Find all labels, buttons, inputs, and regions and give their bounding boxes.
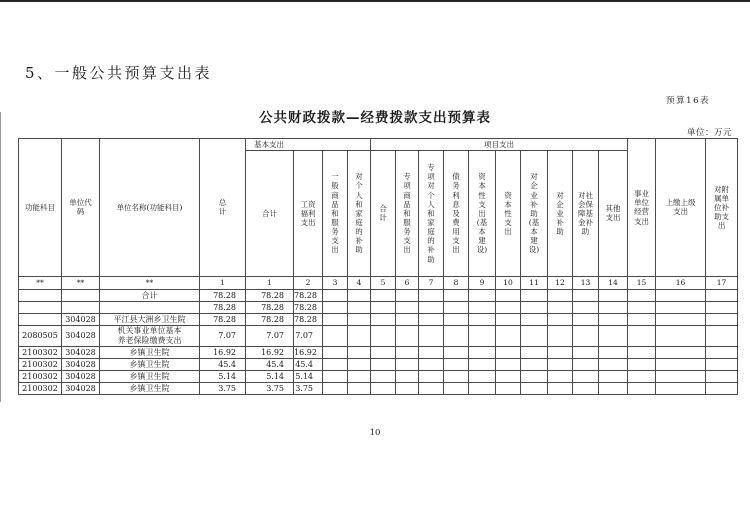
table-cell: 乡镇卫生院 bbox=[100, 371, 200, 383]
table-cell: 5.14 bbox=[246, 371, 294, 383]
table-cell: ** bbox=[19, 277, 62, 290]
table-cell bbox=[628, 326, 656, 347]
table-cell bbox=[599, 314, 628, 326]
table-cell bbox=[706, 359, 738, 371]
table-cell bbox=[656, 314, 706, 326]
col-header-label: 合计 bbox=[379, 204, 387, 223]
unit-note: 单位：万元 bbox=[686, 128, 732, 138]
table-cell bbox=[19, 314, 62, 326]
table-number-note: 预算16表 bbox=[666, 96, 710, 106]
table-cell bbox=[706, 290, 738, 302]
table-cell bbox=[548, 314, 573, 326]
table-cell: 78.28 bbox=[246, 314, 294, 326]
table-cell: 78.28 bbox=[246, 302, 294, 314]
table-cell bbox=[521, 383, 548, 395]
table-cell bbox=[419, 383, 444, 395]
col-header-label: 对社会保障基金补助 bbox=[578, 190, 593, 237]
table-cell bbox=[371, 314, 396, 326]
table-cell bbox=[323, 371, 348, 383]
table-cell bbox=[573, 359, 599, 371]
table-cell bbox=[599, 290, 628, 302]
table-cell: 5.14 bbox=[200, 371, 246, 383]
table-cell: 乡镇卫生院 bbox=[100, 347, 200, 359]
table-cell bbox=[444, 314, 469, 326]
table-cell bbox=[706, 314, 738, 326]
table-cell bbox=[419, 290, 444, 302]
col-header-general-goods-services bbox=[323, 151, 348, 277]
table-cell bbox=[599, 383, 628, 395]
col-header-project-subtotal bbox=[371, 151, 396, 277]
table-cell bbox=[323, 326, 348, 347]
table-cell bbox=[628, 371, 656, 383]
col-header-enterprise-subsidy-basic-construction bbox=[521, 151, 548, 277]
table-cell bbox=[100, 302, 200, 314]
table-row bbox=[19, 302, 738, 314]
table-cell bbox=[573, 302, 599, 314]
col-header-label: 专项对个人和家庭的补助 bbox=[427, 163, 435, 264]
table-cell bbox=[348, 371, 371, 383]
table-cell: 78.28 bbox=[294, 290, 323, 302]
col-header-label: 单位代码 bbox=[69, 198, 92, 217]
table-cell bbox=[496, 326, 521, 347]
col-header-special-individual-family bbox=[419, 151, 444, 277]
table-cell bbox=[496, 347, 521, 359]
table-cell bbox=[548, 383, 573, 395]
table-cell bbox=[521, 326, 548, 347]
table-cell bbox=[419, 347, 444, 359]
table-row bbox=[19, 359, 738, 371]
table-row bbox=[19, 383, 738, 395]
table-cell: 5 bbox=[371, 277, 396, 290]
group-header-basic-expenditure: 基本支出 bbox=[246, 139, 371, 151]
col-header-func-subject: 功能科目 bbox=[19, 139, 62, 277]
col-header-label: 总计 bbox=[218, 198, 227, 217]
table-cell: 45.4 bbox=[200, 359, 246, 371]
table-cell bbox=[469, 383, 496, 395]
table-cell bbox=[396, 326, 419, 347]
table-cell: 8 bbox=[444, 277, 469, 290]
table-cell: 17 bbox=[706, 277, 738, 290]
table-cell: 304028 bbox=[62, 347, 100, 359]
table-cell: 45.4 bbox=[294, 359, 323, 371]
budget-table bbox=[18, 138, 738, 395]
table-cell: 1 bbox=[246, 277, 294, 290]
col-header-label: 对企业补助(基本建设) bbox=[528, 172, 540, 255]
table-cell: 7.07 bbox=[246, 326, 294, 347]
table-cell: 乡镇卫生院 bbox=[100, 359, 200, 371]
table-row bbox=[19, 347, 738, 359]
table-cell bbox=[323, 290, 348, 302]
table-cell bbox=[656, 383, 706, 395]
table-cell bbox=[628, 302, 656, 314]
col-header-label: 工资福利支出 bbox=[300, 199, 316, 227]
table-cell bbox=[599, 326, 628, 347]
table-cell bbox=[706, 383, 738, 395]
table-cell: 3 bbox=[323, 277, 348, 290]
table-cell bbox=[469, 371, 496, 383]
table-cell bbox=[371, 371, 396, 383]
table-cell bbox=[706, 326, 738, 347]
col-header-salary-welfare bbox=[294, 151, 323, 277]
col-header-capital bbox=[496, 151, 521, 277]
table-cell bbox=[656, 302, 706, 314]
table-cell bbox=[573, 326, 599, 347]
table-cell: 2100302 bbox=[19, 359, 62, 371]
table-cell bbox=[706, 302, 738, 314]
table-cell bbox=[656, 359, 706, 371]
table-cell bbox=[396, 359, 419, 371]
table-cell bbox=[19, 302, 62, 314]
scan-edge-top bbox=[0, 0, 750, 2]
column-number-row bbox=[19, 277, 738, 290]
table-cell bbox=[469, 302, 496, 314]
table-cell bbox=[469, 314, 496, 326]
table-cell bbox=[496, 383, 521, 395]
table-cell: 16.92 bbox=[246, 347, 294, 359]
table-cell bbox=[348, 290, 371, 302]
table-cell bbox=[419, 314, 444, 326]
table-cell bbox=[656, 290, 706, 302]
table-cell bbox=[444, 359, 469, 371]
table-cell bbox=[628, 359, 656, 371]
table-cell bbox=[706, 371, 738, 383]
col-header-special-goods-services bbox=[396, 151, 419, 277]
col-header-label: 对附属单位补助支出 bbox=[714, 184, 730, 231]
table-cell bbox=[521, 314, 548, 326]
table-cell: 5.14 bbox=[294, 371, 323, 383]
table-cell: 16 bbox=[656, 277, 706, 290]
table-cell bbox=[396, 290, 419, 302]
table-cell: 3.75 bbox=[246, 383, 294, 395]
table-cell bbox=[348, 326, 371, 347]
table-cell: 2080505 bbox=[19, 326, 62, 347]
table-cell bbox=[548, 371, 573, 383]
table-cell bbox=[371, 359, 396, 371]
table-cell bbox=[348, 383, 371, 395]
table-cell bbox=[62, 302, 100, 314]
table-cell bbox=[628, 383, 656, 395]
table-cell bbox=[323, 302, 348, 314]
table-cell bbox=[396, 383, 419, 395]
table-cell bbox=[599, 359, 628, 371]
page-number: 10 bbox=[369, 428, 381, 438]
table-cell bbox=[444, 302, 469, 314]
table-cell: 15 bbox=[628, 277, 656, 290]
table-cell bbox=[548, 302, 573, 314]
table-cell: 304028 bbox=[62, 383, 100, 395]
header-group-row bbox=[19, 139, 738, 151]
table-cell bbox=[521, 290, 548, 302]
table-cell: 13 bbox=[573, 277, 599, 290]
col-header-label: 债务利息及费用支出 bbox=[452, 172, 460, 255]
table-cell: 6 bbox=[396, 277, 419, 290]
table-cell: 16.92 bbox=[294, 347, 323, 359]
table-cell: 78.28 bbox=[200, 302, 246, 314]
table-cell: 304028 bbox=[62, 371, 100, 383]
table-cell bbox=[573, 347, 599, 359]
table-cell bbox=[323, 359, 348, 371]
table-cell bbox=[521, 359, 548, 371]
table-cell bbox=[496, 290, 521, 302]
col-header-label: 事业单位经营支出 bbox=[634, 189, 650, 226]
table-cell bbox=[371, 302, 396, 314]
section-heading: 5、一般公共预算支出表 bbox=[25, 64, 213, 82]
col-header-capital-basic-construction bbox=[469, 151, 496, 277]
table-cell: 304028 bbox=[62, 326, 100, 347]
table-cell: 78.28 bbox=[294, 302, 323, 314]
table-cell bbox=[371, 347, 396, 359]
table-cell bbox=[323, 314, 348, 326]
table-cell bbox=[419, 326, 444, 347]
group-header-project-expenditure: 项目支出 bbox=[371, 139, 628, 151]
col-header-grand-total bbox=[200, 139, 246, 277]
table-cell: 乡镇卫生院 bbox=[100, 383, 200, 395]
table-cell: 3.75 bbox=[200, 383, 246, 395]
table-cell: 3.75 bbox=[294, 383, 323, 395]
table-cell bbox=[62, 290, 100, 302]
col-header-label: 资本性支出(基本建设) bbox=[476, 172, 488, 255]
table-cell bbox=[628, 314, 656, 326]
col-header-debt-interest-fees bbox=[444, 151, 469, 277]
table-cell bbox=[573, 383, 599, 395]
col-header-label: 一般商品和服务支出 bbox=[331, 172, 339, 255]
table-cell: 7 bbox=[419, 277, 444, 290]
col-header-social-security-fund-subsidy bbox=[573, 151, 599, 277]
table-cell: 45.4 bbox=[246, 359, 294, 371]
table-cell: 机关事业单位基本养老保险缴费支出 bbox=[100, 326, 200, 347]
table-cell bbox=[573, 290, 599, 302]
table-cell bbox=[496, 302, 521, 314]
table-cell bbox=[396, 371, 419, 383]
table-cell: 1 bbox=[200, 277, 246, 290]
table-cell bbox=[521, 302, 548, 314]
col-header-label: 上缴上级支出 bbox=[665, 198, 696, 217]
table-cell bbox=[444, 290, 469, 302]
table-cell bbox=[599, 371, 628, 383]
table-cell: 78.28 bbox=[200, 314, 246, 326]
table-cell bbox=[656, 326, 706, 347]
col-header-label: 资本性支出 bbox=[504, 190, 512, 237]
table-cell bbox=[521, 371, 548, 383]
table-row bbox=[19, 314, 738, 326]
table-cell bbox=[371, 383, 396, 395]
table-cell: 4 bbox=[348, 277, 371, 290]
table-cell bbox=[396, 347, 419, 359]
table-cell bbox=[656, 347, 706, 359]
table-cell: 2100302 bbox=[19, 383, 62, 395]
table-cell bbox=[628, 290, 656, 302]
table-cell bbox=[521, 347, 548, 359]
table-row-total bbox=[19, 290, 738, 302]
table-cell bbox=[444, 347, 469, 359]
table-cell: 16.92 bbox=[200, 347, 246, 359]
table-cell: 12 bbox=[548, 277, 573, 290]
col-header-unit-code bbox=[62, 139, 100, 277]
table-cell: 11 bbox=[521, 277, 548, 290]
table-cell: 304028 bbox=[62, 359, 100, 371]
table-cell bbox=[444, 326, 469, 347]
table-cell bbox=[444, 383, 469, 395]
table-cell: 78.28 bbox=[294, 314, 323, 326]
table-cell bbox=[469, 326, 496, 347]
table-cell: 合计 bbox=[100, 290, 200, 302]
table-cell bbox=[548, 347, 573, 359]
table-cell bbox=[599, 347, 628, 359]
table-cell bbox=[419, 371, 444, 383]
col-header-label: 其他支出 bbox=[605, 204, 621, 223]
table-cell bbox=[573, 371, 599, 383]
table-cell bbox=[323, 347, 348, 359]
table-row bbox=[19, 326, 738, 347]
table-cell bbox=[348, 302, 371, 314]
table-cell: 9 bbox=[469, 277, 496, 290]
table-cell bbox=[444, 371, 469, 383]
table-cell bbox=[496, 371, 521, 383]
table-cell: 2 bbox=[294, 277, 323, 290]
table-cell: 7.07 bbox=[294, 326, 323, 347]
col-header-affiliated-subsidy bbox=[706, 139, 738, 277]
col-header-other-expenditure bbox=[599, 151, 628, 277]
table-cell bbox=[323, 383, 348, 395]
table-cell bbox=[396, 314, 419, 326]
col-header-enterprise-subsidy bbox=[548, 151, 573, 277]
table-cell bbox=[348, 314, 371, 326]
col-header-unit-name: 单位名称(功能科目) bbox=[100, 139, 200, 277]
table-cell bbox=[548, 290, 573, 302]
col-header-basic-subtotal: 合计 bbox=[246, 151, 294, 277]
table-cell: 14 bbox=[599, 277, 628, 290]
table-cell: 平江县大洲乡卫生院 bbox=[100, 314, 200, 326]
col-header-label: 对企业补助 bbox=[556, 190, 564, 237]
table-cell: 78.28 bbox=[246, 290, 294, 302]
table-cell: 2100302 bbox=[19, 347, 62, 359]
table-cell bbox=[548, 359, 573, 371]
table-cell bbox=[548, 326, 573, 347]
table-cell bbox=[599, 302, 628, 314]
table-cell bbox=[419, 359, 444, 371]
table-cell: ** bbox=[100, 277, 200, 290]
table-cell: 78.28 bbox=[200, 290, 246, 302]
table-cell bbox=[469, 347, 496, 359]
table-row bbox=[19, 371, 738, 383]
table-cell: 10 bbox=[496, 277, 521, 290]
table-title: 公共财政拨款—经费拨款支出预算表 bbox=[259, 110, 491, 126]
table-cell: 304028 bbox=[62, 314, 100, 326]
col-header-remit-superior bbox=[656, 139, 706, 277]
table-cell bbox=[706, 347, 738, 359]
table-cell bbox=[469, 290, 496, 302]
table-cell bbox=[19, 290, 62, 302]
table-cell bbox=[371, 290, 396, 302]
table-cell bbox=[469, 359, 496, 371]
table-cell bbox=[371, 326, 396, 347]
table-cell: 7.07 bbox=[200, 326, 246, 347]
table-cell bbox=[573, 314, 599, 326]
col-header-business-operation bbox=[628, 139, 656, 277]
table-cell bbox=[396, 302, 419, 314]
scan-edge-left bbox=[0, 112, 1, 402]
table-cell: 2100302 bbox=[19, 371, 62, 383]
table-cell bbox=[628, 347, 656, 359]
table-cell bbox=[656, 371, 706, 383]
col-header-individual-family-subsidy bbox=[348, 151, 371, 277]
table-cell bbox=[496, 314, 521, 326]
table-cell: ** bbox=[62, 277, 100, 290]
col-header-label: 对个人和家庭的补助 bbox=[355, 172, 363, 255]
col-header-label: 专项商品和服务支出 bbox=[403, 172, 411, 255]
table-cell bbox=[348, 359, 371, 371]
table-cell bbox=[348, 347, 371, 359]
table-cell bbox=[419, 302, 444, 314]
table-cell bbox=[496, 359, 521, 371]
